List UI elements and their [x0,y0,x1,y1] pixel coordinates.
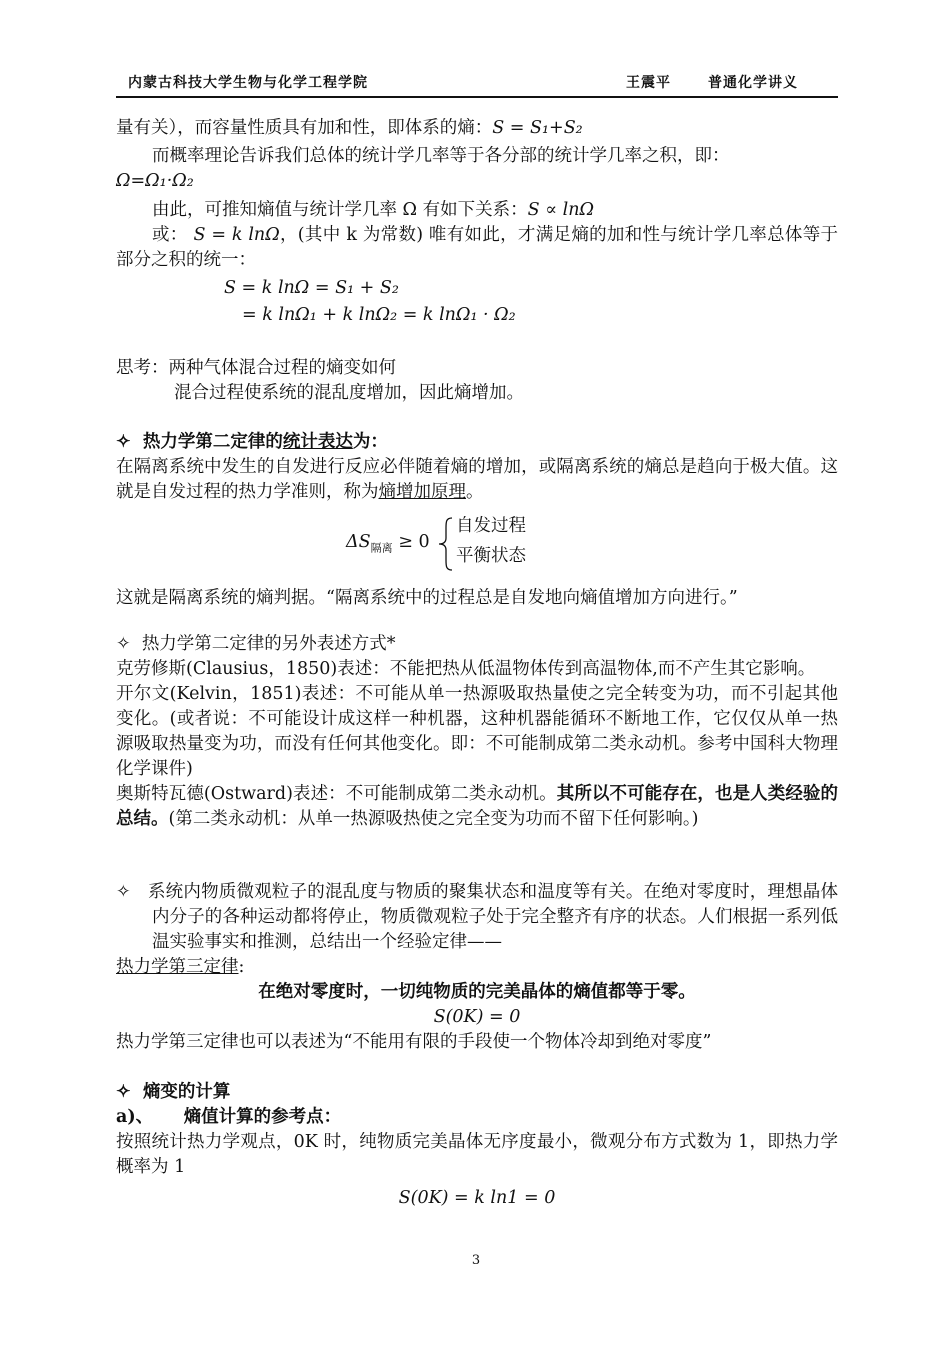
sec4-title: 熵变的计算 [142,1082,231,1102]
third-law-alt: 热力学第三定律也可以表述为“不能用有限的手段使一个物体冷却到绝对零度” [116,1032,712,1052]
bullet-icon: ✧ [116,882,131,902]
page-header [116,70,838,98]
sec4-sub-title: 熵值计算的参考点： [183,1107,342,1127]
criterion-sub: 隔离 [370,541,393,555]
sec3-text: 系统内物质微观粒子的混乱度与物质的聚集状态和温度等有关。在绝对零度时，理想晶体内分子的各种运动都将停止，物质微观粒子处于完全整齐有序的状态。人们根据一系列低温实验事实和推测，总结出一个经验定律—— [147,882,838,952]
third-law-title: 热力学第三定律 [116,957,239,977]
brace-icon [436,516,454,572]
criterion-lhs: ΔS [346,532,371,552]
sec4-sub-label: a)、 [116,1107,154,1127]
kelvin-statement: 开尔文(Kelvin，1851)表述：不可能从单一热源吸取热量使之完全转变为功，而不引起其他变化。(或者说：不可能设计成这样一种机器，这种机器能循环不断地工作，它仅仅从单一热源吸取热量变为功，而没有任何其他变化。即：不可能制成第二类永动机。参考中国科大物理化学课件) [116,684,838,779]
sec2-title: 热力学第二定律的另外表述方式* [141,634,396,654]
think-question: 思考：两种气体混合过程的熵变如何 [116,358,396,378]
section-entropy-calc [116,1080,838,1211]
clausius-statement: 克劳修斯(Clausius，1850)表述：不能把热从低温物体传到高温物体,而不产生其它影响。 [116,659,816,679]
think-block [116,356,838,406]
ostwald-statement: 奥斯特瓦德(Ostward)表述：不可能制成第二类永动机。 [116,784,557,804]
sec1-title-a: 热力学第二定律的 [142,432,283,452]
header-course: 普通化学讲义 [708,75,798,91]
sec1-conclusion-text: 这就是隔离系统的熵判据。“隔离系统中的过程总是自发地向熵值增加方向进行。” [116,588,738,608]
para-proportional [116,198,838,223]
bullet-icon: ✧ [116,432,131,452]
para-additivity-text: 量有关），而容量性质具有加和性，即体系的熵： [116,118,493,138]
sec1-conclusion [116,586,838,611]
header-author: 王震平 [626,75,671,91]
sec1-body-b: 熵增加原理 [378,482,466,502]
ostwald-emphasis: 其所以不可能存在，也是人类经验的总结。 [116,784,838,829]
para-proportional-text: 由此，可推知熵值与统计学几率 Ω 有如下关系： [152,200,528,220]
sec1-title-c: 为： [352,432,388,452]
equation-line-2: = k lnΩ₁ + k lnΩ₂ = k lnΩ₁ · Ω₂ [242,305,516,325]
para-probability [116,144,838,194]
bullet-icon: ✧ [116,634,131,654]
header-institution: 内蒙古科技大学生物与化学工程学院 [128,75,368,91]
sec1-body-a: 在隔离系统中发生的自发进行反应必伴随着熵的增加，或隔离系统的熵总是趋向于极大值。这就是自发过程的热力学准则，称为 [116,457,838,502]
zero-kelvin-formula: S(0K) = k ln1 = 0 [398,1188,556,1208]
formula-omega-product: Ω=Ω₁·Ω₂ [116,171,194,191]
third-law-statement: 在绝对零度时，一切纯物质的完美晶体的熵值都等于零。 [258,982,696,1002]
criterion-case-equilibrium: 平衡状态 [456,546,526,566]
para-additivity [116,116,838,141]
sec1-title-b: 统计表达 [282,432,353,452]
section-second-law-statistical [116,430,838,505]
section-second-law-other [116,632,838,832]
sec4-text: 按照统计热力学观点，0K 时，纯物质完美晶体无序度最小，微观分布方式数为 1，即热力学概率为 1 [116,1132,838,1177]
section-third-law [116,880,838,1055]
think-answer: 混合过程使系统的混乱度增加，因此熵增加。 [174,383,524,403]
formula-sum: S = S₁+S₂ [492,118,583,138]
ostwald-note: (第二类永动机：从单一热源吸热使之完全变为功而不留下任何影响。) [168,809,699,829]
third-law-colon: : [238,957,245,977]
bullet-icon: ✧ [116,1082,131,1102]
formula-boltzmann: S = k lnΩ [193,225,280,245]
criterion-case-spontaneous: 自发过程 [456,516,526,536]
para-boltzmann-text: ，(其中 k 为常数) 唯有如此，才满足熵的加和性与统计学几率总体等于部分之积的统一： [116,225,838,270]
para-probability-text: 而概率理论告诉我们总体的统计学几率等于各分部的统计学几率之积，即： [152,146,730,166]
entropy-criterion-formula [346,514,596,574]
third-law-formula: S(0K) = 0 [433,1007,521,1027]
para-boltzmann-prefix: 或： [152,225,188,245]
page-number: 3 [471,1253,481,1268]
equation-line-1: S = k lnΩ = S₁ + S₂ [224,278,399,298]
para-boltzmann [116,223,838,273]
formula-proportional: S ∝ lnΩ [527,200,594,220]
sec1-body-c: 。 [466,482,484,502]
criterion-op: ≥ 0 [398,532,430,552]
